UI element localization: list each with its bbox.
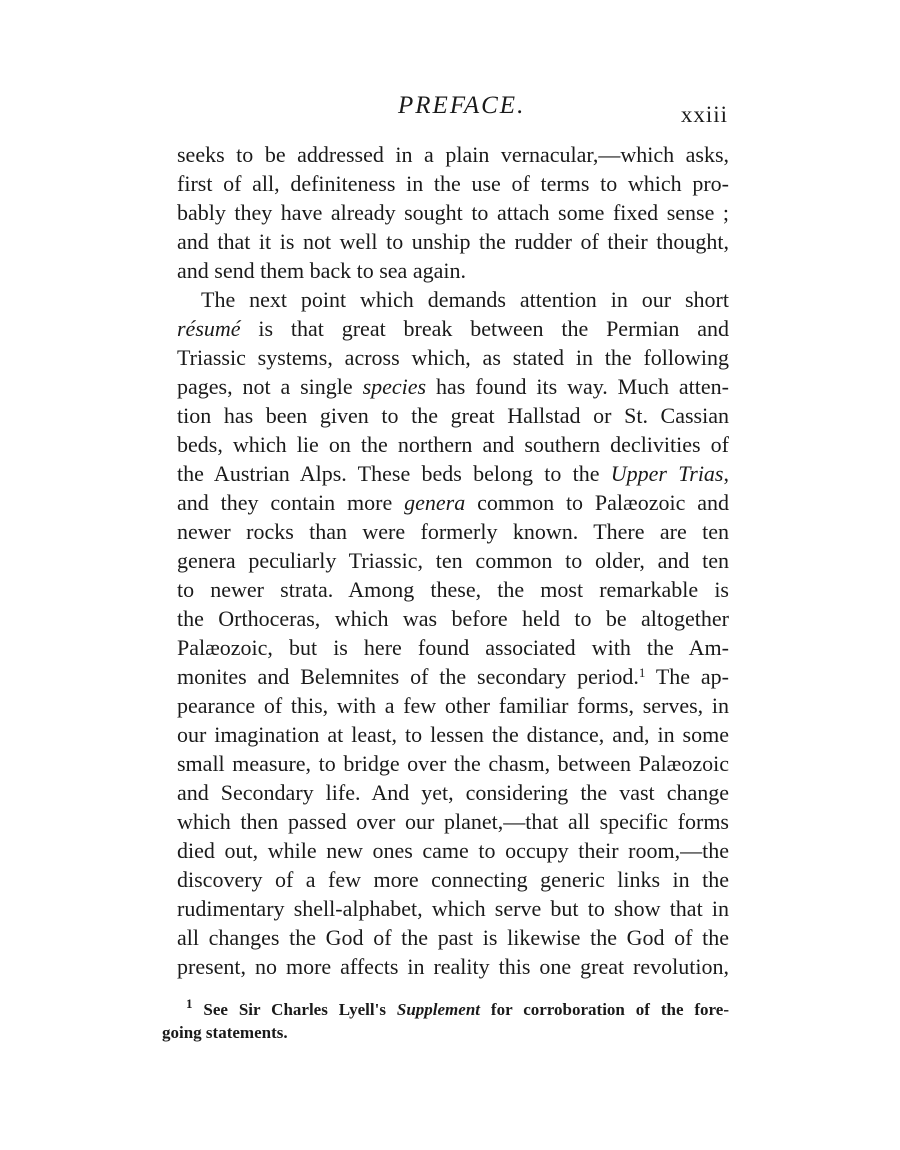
- chapter-heading: PREFACE.: [398, 92, 526, 119]
- text-line: and that it is not well to unship the rudder of their thought,: [177, 229, 729, 254]
- text-line: discovery of a few more connecting generic links in the: [177, 867, 729, 892]
- text-line: The next point which demands attention in our short: [201, 287, 729, 312]
- text-line: genera peculiarly Triassic, ten common to older, and ten: [177, 548, 729, 573]
- text-line: résumé is that great break between the Permian and: [177, 316, 729, 341]
- body-text: [177, 140, 729, 981]
- footnotes: [162, 998, 729, 1044]
- text-line: monites and Belemnites of the secondary period.$^1$ The ap-: [177, 664, 729, 689]
- text-line: and they contain more genera common to Palæozoic and: [177, 490, 729, 515]
- text-line: seeks to be addressed in a plain vernacular,—which asks,: [177, 142, 729, 167]
- text-line: tion has been given to the great Hallstad or St. Cassian: [177, 403, 729, 428]
- text-line: died out, while new ones came to occupy their room,—the: [177, 838, 729, 863]
- text-line: to newer strata. Among these, the most remarkable is: [177, 577, 729, 602]
- text-line: small measure, to bridge over the chasm, between Palæozoic: [177, 751, 729, 776]
- text-line: present, no more affects in reality this one great revolution,: [177, 954, 729, 979]
- text-line: pages, not a single species has found its way. Much atten-: [177, 374, 729, 399]
- text-line: pearance of this, with a few other familiar forms, serves, in: [177, 693, 729, 718]
- text-line: the Orthoceras, which was before held to be altogether: [177, 606, 729, 631]
- text-line: the Austrian Alps. These beds belong to the Upper Trias,: [177, 461, 729, 486]
- footnote-line: $^1$ See Sir Charles Lyell's Supplement for corroboration of the fore-: [186, 996, 730, 1019]
- text-line: rudimentary shell-alphabet, which serve but to show that in: [177, 896, 729, 921]
- text-line: beds, which lie on the northern and southern declivities of: [177, 432, 729, 457]
- page-number: xxiii: [680, 102, 728, 127]
- footnote-line: going statements.: [162, 1023, 288, 1042]
- running-head: [0, 92, 900, 128]
- text-line: Triassic systems, across which, as stated in the following: [177, 345, 729, 370]
- text-line: and Secondary life. And yet, considering the vast change: [177, 780, 729, 805]
- text-line: all changes the God of the past is likewise the God of the: [177, 925, 729, 950]
- text-line: bably they have already sought to attach some fixed sense ;: [177, 200, 729, 225]
- text-line: newer rocks than were formerly known. There are ten: [177, 519, 729, 544]
- text-line: Palæozoic, but is here found associated with the Am-: [177, 635, 729, 660]
- text-line: first of all, definiteness in the use of terms to which pro-: [177, 171, 729, 196]
- text-line: which then passed over our planet,—that all specific forms: [177, 809, 729, 834]
- text-line: and send them back to sea again.: [177, 258, 466, 283]
- text-line: our imagination at least, to lessen the distance, and, in some: [177, 722, 729, 747]
